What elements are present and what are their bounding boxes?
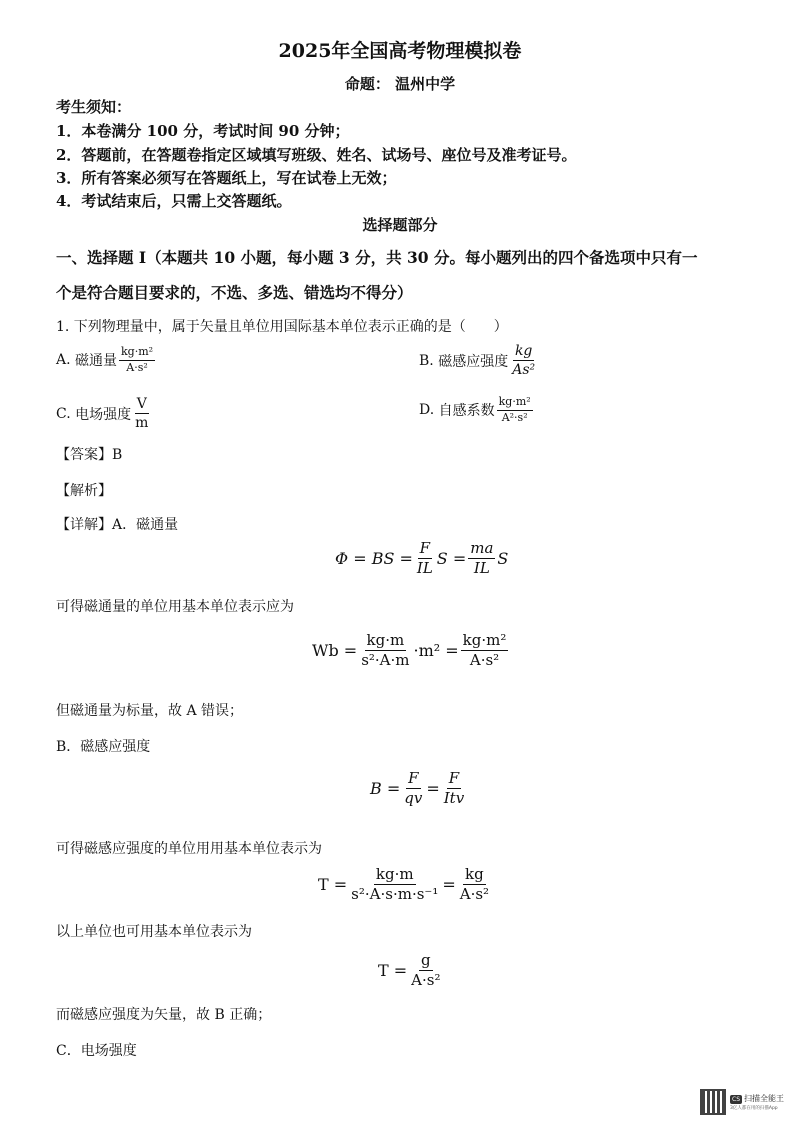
- equation-tesla-alt: [378, 952, 444, 990]
- equation-flux: [335, 540, 508, 578]
- equation-tesla: [318, 866, 493, 904]
- note-item: 4．考试结束后，只需上交答题纸。: [56, 192, 292, 210]
- qr-code-icon: [700, 1089, 726, 1115]
- option-label: D.: [419, 402, 435, 419]
- option-d: [419, 396, 535, 424]
- text-line: 可得磁感应强度的单位用用基本单位表示为: [56, 841, 322, 857]
- option-b: [419, 343, 539, 378]
- part1-instructions-cont: 个是符合题目要求的，不选、多选、错选均不得分）: [56, 283, 413, 302]
- fraction-numerator: g: [419, 952, 433, 971]
- text-line: 以上单位也可用基本单位表示为: [56, 924, 252, 940]
- text-line: 但磁通量为标量，故 A 错误；: [56, 703, 244, 719]
- eq-mid: =: [426, 779, 440, 799]
- eq-lhs: Φ = BS =: [335, 549, 413, 569]
- option-label: C.: [56, 405, 71, 422]
- equation-b-field: [370, 770, 468, 808]
- question-1-stem: 1. 下列物理量中，属于矢量且单位用国际基本单位表示正确的是（ ）: [56, 319, 508, 335]
- note-item: 1．本卷满分 100 分，考试时间 90 分钟；: [56, 122, 350, 140]
- fraction-numerator: V: [135, 396, 149, 414]
- unit-fraction: [497, 396, 533, 424]
- detail-intro: 【详解】A．磁通量: [56, 517, 179, 533]
- eq-lhs: Wb =: [312, 641, 358, 661]
- option-label: B.: [419, 352, 434, 369]
- eq-fraction: [468, 540, 495, 578]
- fraction-numerator: F: [406, 770, 420, 789]
- fraction-denominator: A²·s²: [501, 410, 528, 424]
- eq-fraction: [359, 632, 411, 670]
- eq-mid: S =: [436, 549, 467, 569]
- option-a: [56, 346, 157, 374]
- eq-lhs: T =: [318, 875, 348, 895]
- unit-fraction: [133, 396, 150, 431]
- section-title: 选择题部分: [362, 216, 438, 234]
- option-name: 电场强度: [75, 406, 132, 423]
- eq-fraction: [461, 632, 509, 670]
- watermark-badge: CS: [732, 1096, 740, 1103]
- option-label: A.: [56, 352, 71, 369]
- unit-fraction: [510, 343, 537, 378]
- eq-fraction: [458, 866, 491, 904]
- fraction-denominator: A·s²: [469, 651, 500, 670]
- notes-heading: 考生须知：: [56, 98, 132, 116]
- fraction-numerator: kg: [463, 866, 486, 885]
- watermark-text: [730, 1093, 784, 1111]
- eq-fraction: [402, 770, 424, 808]
- answer-line: 【答案】B: [56, 447, 123, 463]
- fraction-denominator: IL: [416, 559, 433, 578]
- text-line: 可得磁通量的单位用基本单位表示应为: [56, 599, 294, 615]
- fraction-denominator: Itv: [443, 789, 465, 808]
- page-title: 2025年全国高考物理模拟卷: [278, 40, 522, 62]
- fraction-numerator: kg·m²: [461, 632, 509, 651]
- text-line: B．磁感应强度: [56, 739, 151, 755]
- fraction-denominator: s²·A·m: [361, 651, 410, 670]
- fraction-numerator: kg·m²: [119, 346, 155, 361]
- equation-weber: [312, 632, 510, 670]
- eq-mid: =: [442, 875, 456, 895]
- text-line: 而磁感应强度为矢量，故 B 正确；: [56, 1007, 272, 1023]
- fraction-denominator: A·s²: [459, 885, 490, 904]
- watermark-tagline: 3亿人都在用的扫描App: [730, 1106, 778, 1111]
- watermark-brand: 扫描全能王: [744, 1094, 784, 1103]
- part1-instructions: 一、选择题 I（本题共 10 小题，每小题 3 分，共 30 分。每小题列出的四个备选项中只有一: [56, 248, 698, 267]
- fraction-denominator: A·s²: [126, 360, 148, 374]
- option-c: [56, 396, 152, 431]
- fraction-numerator: ma: [468, 540, 495, 559]
- option-name: 磁通量: [75, 353, 118, 370]
- analysis-heading: 【解析】: [56, 483, 112, 499]
- eq-fraction: [415, 540, 435, 578]
- fraction-denominator: IL: [473, 559, 490, 578]
- option-name: 磁感应强度: [438, 353, 509, 370]
- fraction-numerator: kg: [513, 343, 534, 361]
- eq-lhs: B =: [370, 779, 401, 799]
- option-name: 自感系数: [438, 403, 495, 420]
- fraction-numerator: kg·m: [374, 866, 416, 885]
- fraction-numerator: kg·m: [365, 632, 407, 651]
- note-item: 3．所有答案必须写在答题纸上，写在试卷上无效；: [56, 169, 397, 187]
- eq-fraction: [409, 952, 442, 990]
- fraction-denominator: qv: [404, 789, 423, 808]
- fraction-numerator: kg·m²: [497, 396, 533, 411]
- eq-tail: S: [497, 549, 509, 569]
- fraction-denominator: m: [135, 415, 149, 432]
- eq-fraction: [349, 866, 440, 904]
- text-line: C．电场强度: [56, 1043, 137, 1059]
- fraction-denominator: s²·A·s·m·s⁻¹: [351, 885, 439, 904]
- eq-lhs: T =: [378, 961, 408, 981]
- fraction-denominator: As²: [512, 362, 536, 379]
- eq-mid: ·m² =: [413, 641, 459, 661]
- eq-fraction: [442, 770, 466, 808]
- fraction-numerator: F: [418, 540, 432, 559]
- fraction-denominator: A·s²: [411, 971, 441, 990]
- fraction-numerator: F: [447, 770, 461, 789]
- scanner-watermark: [700, 1087, 792, 1117]
- note-item: 2．答题前，在答题卷指定区域填写班级、姓名、试场号、座位号及准考证号。: [56, 146, 577, 164]
- author-line: 命题： 温州中学: [344, 75, 456, 93]
- unit-fraction: [119, 346, 155, 374]
